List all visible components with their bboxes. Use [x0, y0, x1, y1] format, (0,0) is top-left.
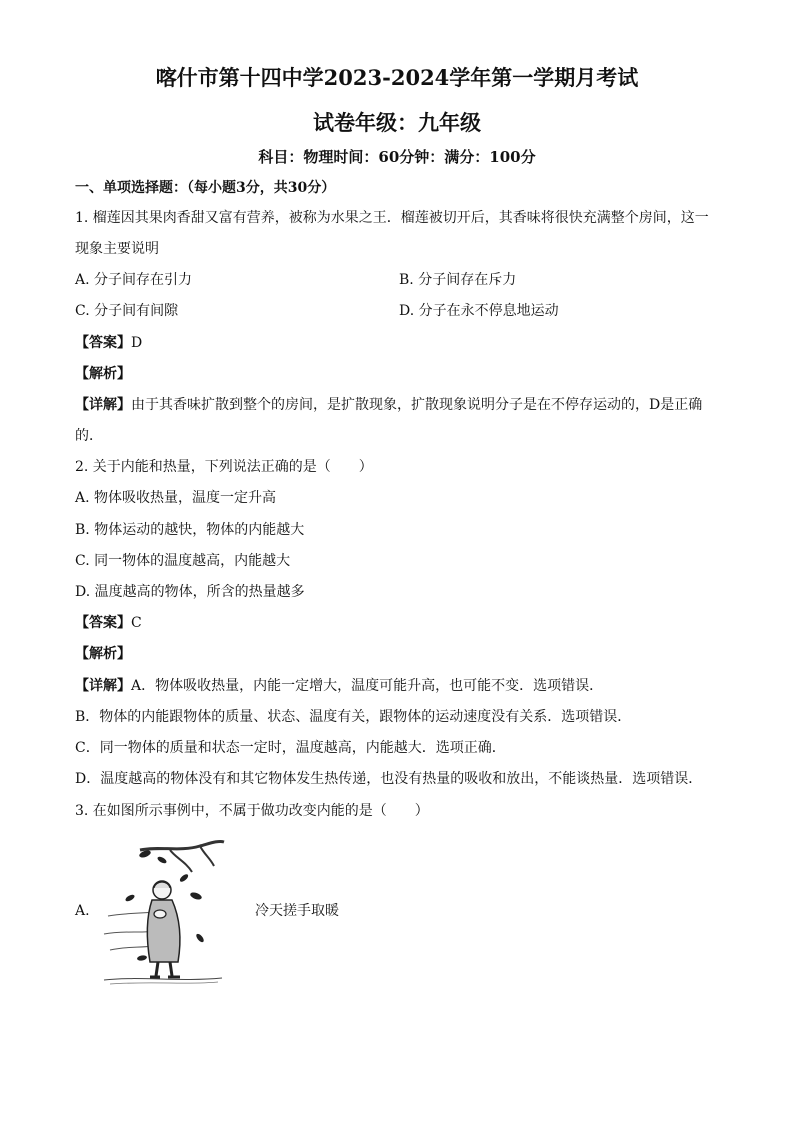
q1-answer — [75, 333, 142, 353]
q1-stem-line1: 1. 榴莲因其果肉香甜又富有营养，被称为水果之王．榴莲被切开后，其香味将很快充满整个房间，这一 — [75, 210, 709, 226]
q1-answer-value: D — [131, 335, 143, 351]
q1-option-d: D. 分子在永不停息地运动 — [399, 303, 559, 319]
q1-option-b: B. 分子间存在斥力 — [399, 272, 517, 288]
exam-meta: 科目：物理时间：60分钟：满分：100分 — [258, 148, 536, 166]
q1-detail-tag: 【详解】 — [75, 397, 131, 413]
q2-detail-a — [75, 676, 603, 696]
q2-detail-d: D．温度越高的物体没有和其它物体发生热传递，也没有热量的吸收和放出，不能谈热量．选项错误． — [75, 771, 703, 787]
q2-detail-c: C．同一物体的质量和状态一定时，温度越高，内能越大．选项正确． — [75, 740, 506, 756]
q1-answer-tag: 【答案】 — [75, 335, 131, 351]
q2-option-a: A. 物体吸收热量，温度一定升高 — [75, 490, 277, 506]
q2-answer-value: C — [131, 615, 142, 631]
q1-detail-text: 由于其香味扩散到整个的房间，是扩散现象，扩散现象说明分子是在不停存运动的，D是正确 — [131, 397, 703, 413]
old-man-in-wind-illustration — [100, 838, 226, 986]
section-heading: 一、单项选择题：（每小题3分，共30分） — [75, 180, 336, 196]
q2-detail-a-text: A．物体吸收热量，内能一定增大，温度可能升高，也可能不变．选项错误． — [131, 678, 604, 694]
page-subtitle: 试卷年级：九年级 — [313, 110, 481, 135]
q1-option-a: A. 分子间存在引力 — [75, 272, 193, 288]
q3-option-a-letter: A. — [75, 903, 90, 919]
q2-option-b: B. 物体运动的越快，物体的内能越大 — [75, 522, 305, 538]
q1-analysis-tag: 【解析】 — [75, 366, 131, 382]
q1-detail-line2: 的． — [75, 428, 103, 444]
q2-detail-tag: 【详解】 — [75, 678, 131, 694]
q2-analysis-tag: 【解析】 — [75, 646, 131, 662]
q1-option-c: C. 分子间有间隙 — [75, 303, 179, 319]
q2-detail-b: B．物体的内能跟物体的质量、状态、温度有关，跟物体的运动速度没有关系．选项错误． — [75, 709, 632, 725]
q3-stem: 3. 在如图所示事例中，不属于做功改变内能的是（ ） — [75, 803, 429, 819]
q1-detail-line1 — [75, 395, 702, 415]
q2-answer — [75, 613, 142, 633]
q2-stem: 2. 关于内能和热量，下列说法正确的是（ ） — [75, 459, 373, 475]
q3-option-a-text: 冷天搓手取暖 — [255, 903, 339, 919]
q2-option-c: C. 同一物体的温度越高，内能越大 — [75, 553, 291, 569]
page-title: 喀什市第十四中学2023-2024学年第一学期月考试 — [155, 65, 639, 90]
q2-option-d: D. 温度越高的物体，所含的热量越多 — [75, 584, 305, 600]
q2-answer-tag: 【答案】 — [75, 615, 131, 631]
q1-stem-line2: 现象主要说明 — [75, 241, 159, 257]
